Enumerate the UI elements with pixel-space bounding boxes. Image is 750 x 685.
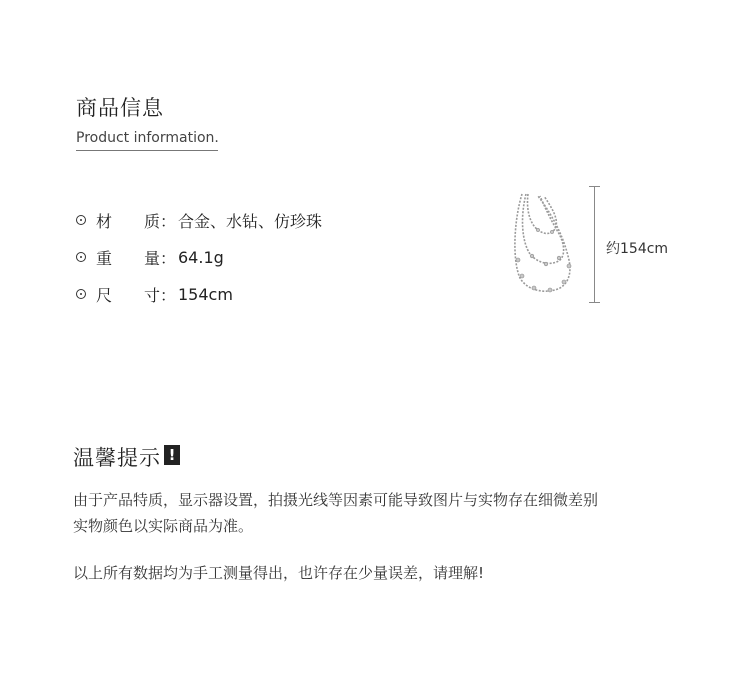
spec-row-size [76,284,233,304]
notice-line: 实物颜色以实际商品为准。 [73,517,254,535]
spec-value: 154cm [178,284,233,304]
spec-label: 尺 寸： [96,285,177,305]
subtitle-underline [76,150,218,151]
spec-label: 重 量： [96,248,177,268]
spec-value: 合金、水钻、仿珍珠 [178,211,323,231]
spec-row-weight [76,247,224,267]
necklace-image [508,190,584,298]
notice-paragraph [73,487,673,539]
notice-line: 由于产品特质，显示器设置，拍摄光线等因素可能导致图片与实物存在细微差别 [73,491,599,509]
dimension-label: 约154cm [606,241,669,257]
bullet-icon [76,289,86,299]
bullet-icon [76,252,86,262]
spec-label: 材 质： [96,211,177,231]
product-info-title: 商品信息 [76,96,164,120]
product-info-subtitle: Product information. [76,130,219,146]
spec-value: 64.1g [178,247,224,267]
bullet-icon [76,215,86,225]
exclamation-icon: ! [164,445,180,465]
dimension-cap-bottom [589,302,600,303]
notice-paragraph-2: 以上所有数据均为手工测量得出，也许存在少量误差，请理解! [73,564,485,582]
spec-row-material [76,210,322,230]
notice-title: 温馨提示 [73,446,161,470]
dimension-line [594,186,595,303]
